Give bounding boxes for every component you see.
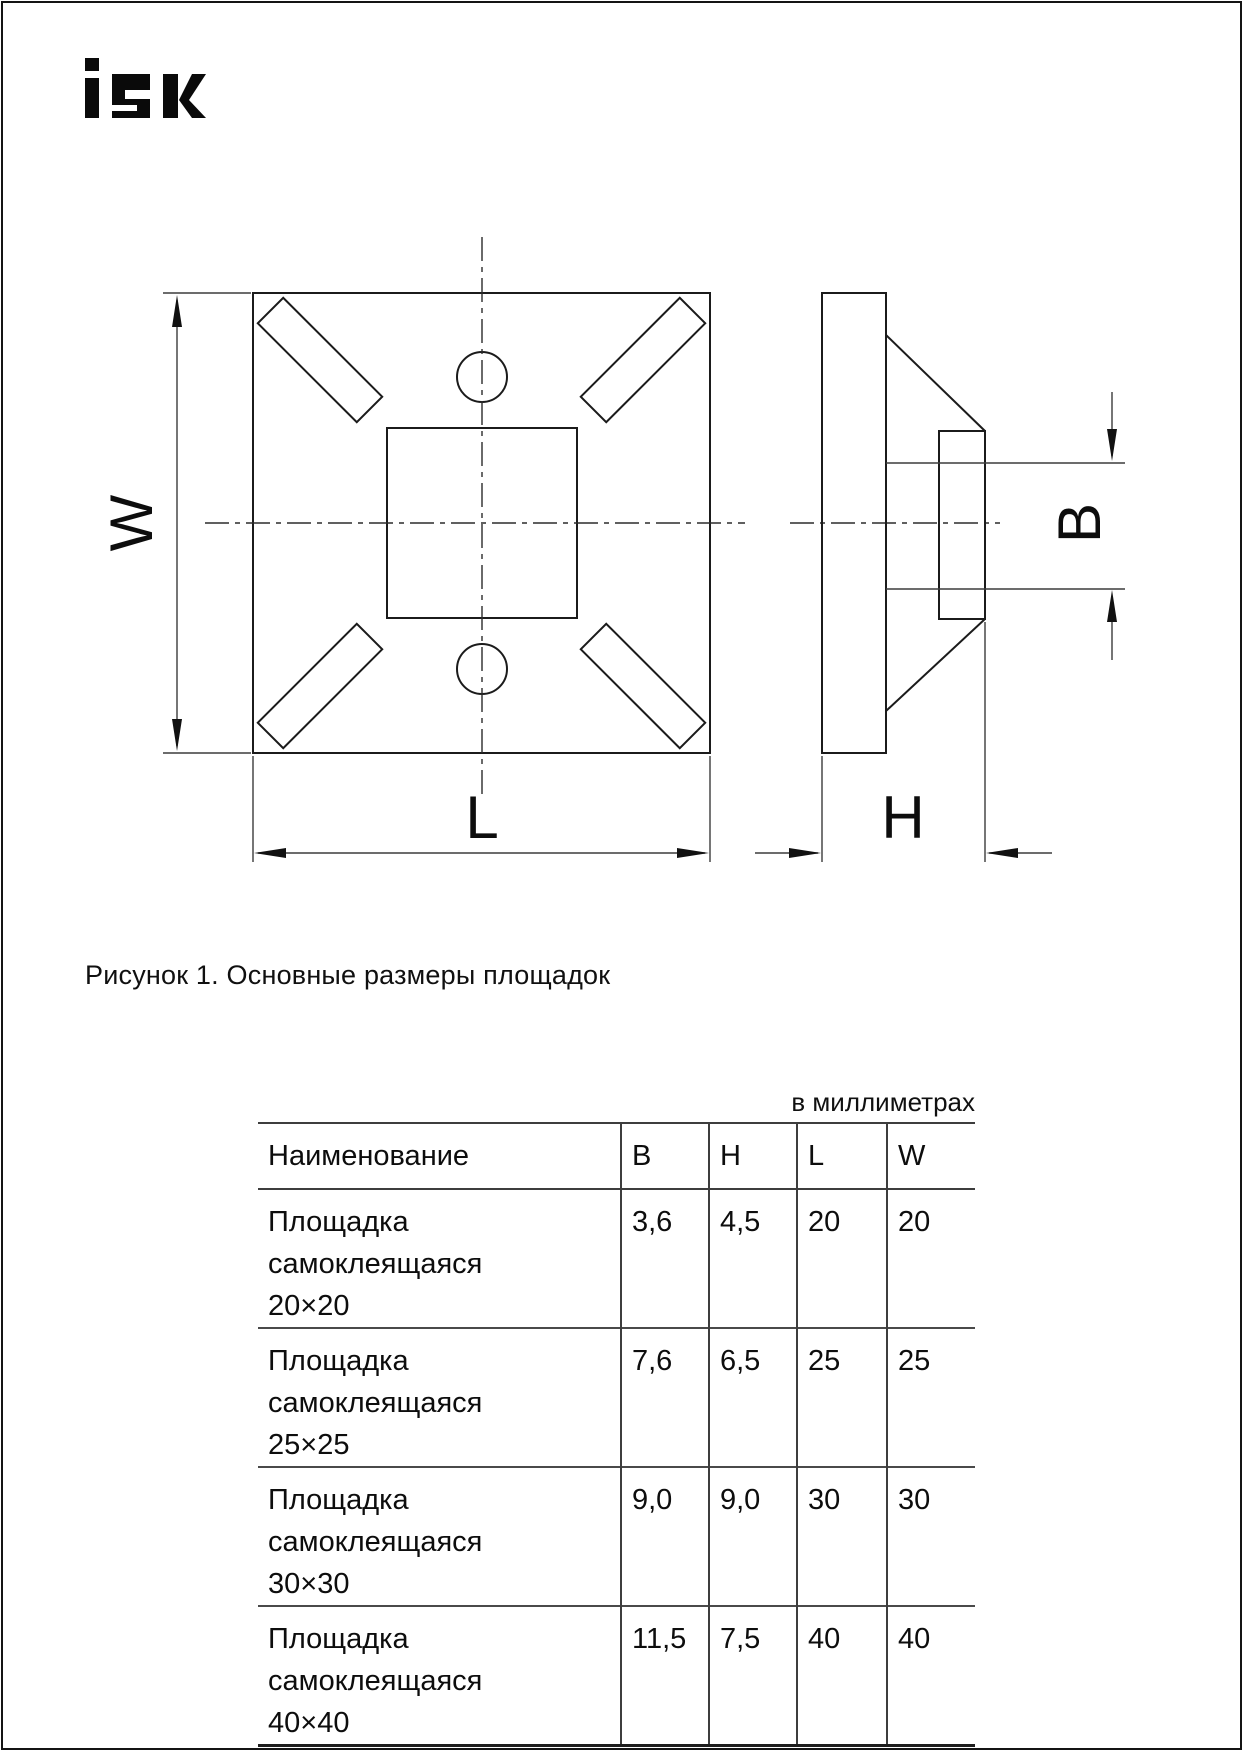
table-row — [258, 1606, 975, 1746]
product-name: Площадка самоклеящаяся — [268, 1484, 483, 1558]
cell-b: 9,0 — [621, 1467, 709, 1606]
side-slope-bottom — [886, 619, 985, 711]
dim-b — [1046, 392, 1117, 660]
table-row — [258, 1467, 975, 1606]
cell-h: 6,5 — [709, 1328, 797, 1467]
units-note: в миллиметрах — [791, 1087, 975, 1117]
col-header-h: H — [709, 1123, 797, 1189]
product-size: 30×30 — [268, 1568, 350, 1600]
cell-b: 3,6 — [621, 1189, 709, 1328]
side-channel — [939, 431, 985, 619]
product-size: 40×40 — [268, 1707, 350, 1739]
dim-h — [755, 622, 1052, 862]
side-slope-top — [886, 335, 985, 431]
product-name: Площадка самоклеящаяся — [268, 1623, 483, 1697]
dim-label-w: W — [98, 494, 165, 552]
table-header-row — [258, 1123, 975, 1189]
cell-name — [258, 1189, 621, 1328]
cell-l: 30 — [797, 1467, 887, 1606]
cell-w: 30 — [887, 1467, 975, 1606]
dim-label-l: L — [465, 784, 499, 851]
cell-l: 25 — [797, 1328, 887, 1467]
cell-w: 20 — [887, 1189, 975, 1328]
cell-w: 40 — [887, 1606, 975, 1746]
dim-label-h: H — [881, 784, 925, 851]
product-size: 20×20 — [268, 1290, 350, 1322]
dimensions-table — [258, 1122, 975, 1747]
figure-caption: Рисунок 1. Основные размеры площадок — [85, 960, 611, 990]
iek-logo-icon — [85, 58, 206, 118]
slot-upper-left — [258, 298, 382, 422]
product-size: 25×25 — [268, 1429, 350, 1461]
slot-lower-left — [258, 624, 382, 748]
col-header-l: L — [797, 1123, 887, 1189]
product-name: Площадка самоклеящаяся — [268, 1345, 483, 1419]
cell-b: 11,5 — [621, 1606, 709, 1746]
dim-label-b: B — [1046, 502, 1113, 544]
table-row — [258, 1328, 975, 1467]
cell-b: 7,6 — [621, 1328, 709, 1467]
cell-w: 25 — [887, 1328, 975, 1467]
col-header-b: B — [621, 1123, 709, 1189]
slot-lower-right — [581, 624, 705, 748]
cell-h: 9,0 — [709, 1467, 797, 1606]
cell-l: 20 — [797, 1189, 887, 1328]
col-header-w: W — [887, 1123, 975, 1189]
table-row — [258, 1189, 975, 1328]
slot-upper-right — [581, 298, 705, 422]
cell-h: 4,5 — [709, 1189, 797, 1328]
centerlines — [205, 237, 1000, 800]
cell-name — [258, 1606, 621, 1746]
cell-l: 40 — [797, 1606, 887, 1746]
cell-h: 7,5 — [709, 1606, 797, 1746]
cell-name — [258, 1467, 621, 1606]
col-header-name: Наименование — [258, 1123, 621, 1189]
product-name: Площадка самоклеящаяся — [268, 1206, 483, 1280]
cell-name — [258, 1328, 621, 1467]
